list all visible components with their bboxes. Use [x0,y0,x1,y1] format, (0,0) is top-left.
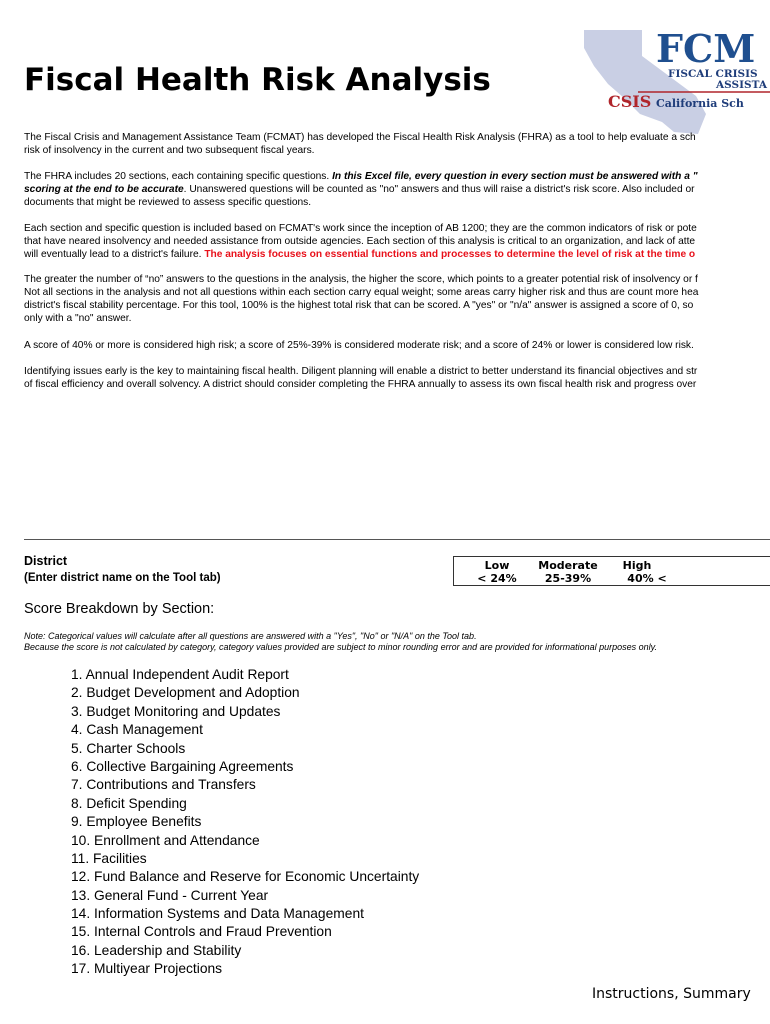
legend-moderate-range: 25-39% [544,572,592,585]
scoring-paragraph [24,273,770,325]
section-item: 13. General Fund - Current Year [71,887,269,903]
section-item: 11. Facilities [71,850,147,866]
risk-thresholds-paragraph [24,339,770,352]
fcmat-logo [578,26,770,138]
early-identification-line-1: Identifying issues early is the key to maintaining fiscal health. Diligent planning will enable a district to better understand its financial objectives and str [24,366,698,377]
california-map-icon [578,26,770,138]
analysis-focus-highlight: The analysis focuses on essential functions and processes to determine the level of risk at the time o [204,249,696,260]
intro-paragraph [24,131,770,157]
sections-line-2: scoring at the end to be accurate. Unanswered questions will be counted as "no" answers and thus will raise a district's risk score. Also included or [24,184,695,195]
section-item: 5. Charter Schools [71,740,186,756]
section-item: 7. Contributions and Transfers [71,777,256,793]
basis-line-1: Each section and specific question is included based on FCMAT's work since the inception of AB 1200; they are the common indicators of risk or pote [24,223,697,234]
early-identification-line-2: of fiscal efficiency and overall solvency. A district should consider completing the FHRA annually to assess its own fiscal health risk and progress over [24,379,697,390]
sheet-tab-label: Instructions, Summary [592,986,751,1002]
section-item: 14. Information Systems and Data Management [71,906,364,922]
score-note [24,631,657,653]
sections-paragraph [24,170,770,209]
scoring-accuracy-text: scoring at the end to be accurate [24,184,184,195]
logo-csis: CSIS [608,92,652,111]
basis-paragraph [24,222,770,261]
logo-letters: FCM [656,26,756,71]
section-item: 12. Fund Balance and Reserve for Economic Uncertainty [71,869,420,885]
score-note-line-1: Note: Categorical values will calculate after all questions are answered with a "Yes", "No" or "N/A" on the Tool tab. [24,631,477,641]
logo-line1: FISCAL CRISIS [668,68,758,80]
legend-high-range: 40% < [627,572,667,585]
section-item: 9. Employee Benefits [71,814,202,830]
legend-high-label: High [622,559,652,572]
answer-all-warning: In this Excel file, every question in every section must be answered with a " [332,171,698,182]
section-item: 17. Multiyear Projections [71,961,223,977]
scoring-line-2: Not all sections in the analysis and not all questions within each section carry equal weight; some areas carry higher risk and thus are count more hea [24,287,699,298]
score-note-line-2: Because the score is not calculated by category, category values provided are subject to minor rounding error and are provided for informational purposes only. [24,642,658,652]
page-title: Fiscal Health Risk Analysis [24,62,491,98]
score-breakdown-heading: Score Breakdown by Section: [24,601,215,617]
sections-line-1: The FHRA includes 20 sections, each containing specific questions. In this Excel file, every question in every section must be answered with a " [24,171,698,182]
legend-low-label: Low [484,559,510,572]
legend-moderate-label: Moderate [538,559,598,572]
section-item: 15. Internal Controls and Fraud Prevention [71,924,332,940]
legend-low-range: < 24% [477,572,517,585]
scoring-line-4: only with a "no" answer. [24,313,132,324]
section-item: 1. Annual Independent Audit Report [71,667,289,682]
section-item: 4. Cash Management [71,722,203,738]
section-item: 2. Budget Development and Adoption [71,685,300,701]
basis-line-3: will eventually lead to a district's failure. The analysis focuses on essential functions and processes to determine the level of risk at the time o [24,249,696,260]
logo-line2: ASSISTA [716,79,767,91]
intro-line-1: The Fiscal Crisis and Management Assistance Team (FCMAT) has developed the Fiscal Health Risk Analysis (FHRA) as a tool to help evaluate a sch [24,132,696,143]
district-hint: (Enter district name on the Tool tab) [24,572,221,584]
logo-csis-sub: California Sch [656,97,744,110]
district-label: District [24,554,68,568]
section-item: 10. Enrollment and Attendance [71,832,260,848]
basis-line-2: that have neared insolvency and needed assistance from outside agencies. Each section of this analysis is critical to an organization, and lack of atte [24,236,696,247]
scoring-line-3: district's fiscal stability percentage. For this tool, 100% is the highest total risk that can be scored. A "yes" or "n/a" answer is assigned a score of 0, so [24,300,694,311]
section-list [71,666,419,979]
risk-legend [453,556,770,586]
sections-line-3: documents that might be reviewed to assess specific questions. [24,197,312,208]
section-item: 8. Deficit Spending [71,795,187,811]
early-identification-paragraph [24,365,770,391]
section-item: 3. Budget Monitoring and Updates [71,703,281,719]
section-divider [24,539,770,540]
scoring-line-1: The greater the number of “no” answers to the questions in the analysis, the higher the score, which points to a greater potential risk of insolvency or f [24,274,698,285]
intro-line-2: risk of insolvency in the current and two subsequent fiscal years. [24,145,315,156]
risk-thresholds-line: A score of 40% or more is considered high risk; a score of 25%-39% is considered moderate risk; and a score of 24% or lower is considered low risk. [24,340,694,351]
section-item: 6. Collective Bargaining Agreements [71,758,294,774]
section-item: 16. Leadership and Stability [71,942,242,958]
